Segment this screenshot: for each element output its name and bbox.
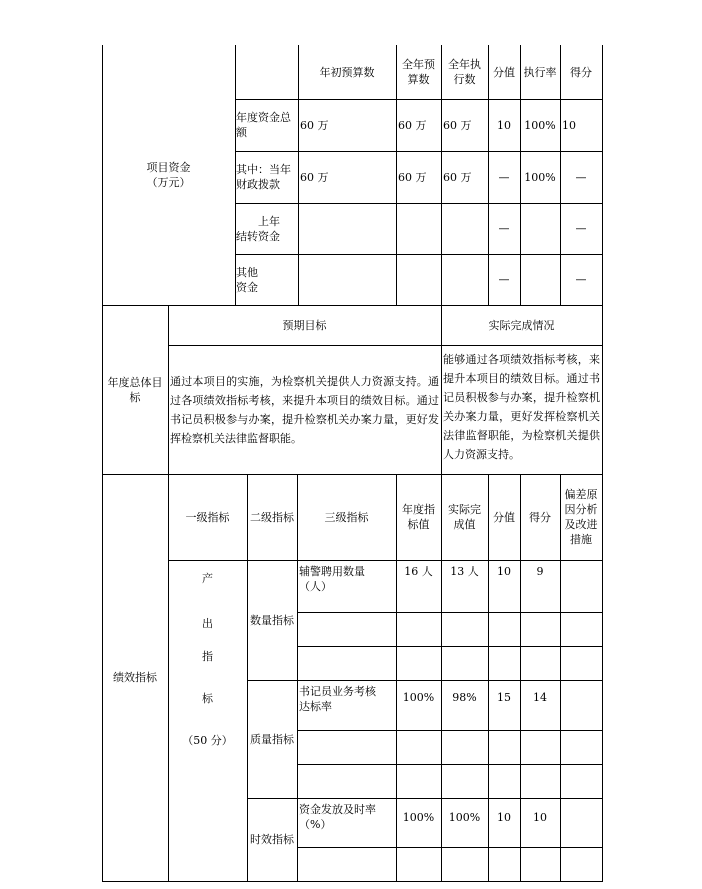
goals-expected-header: 预期目标 [282, 318, 327, 332]
funds-row-budget-year: 60 万 [398, 118, 427, 132]
funds-header-executed: 全年执 行数 [448, 58, 481, 86]
funds-section-label: 项目资金 （万元） [146, 161, 191, 189]
funds-row-label: 上年 结转资金 [236, 214, 280, 243]
level2-timeliness: 时效指标 [250, 833, 294, 846]
indicator-target: 100% [402, 811, 435, 824]
indicator-score-value: 10 [497, 565, 511, 578]
goals-actual-header: 实际完成情况 [488, 318, 555, 332]
funds-row-label: 年度资金总 额 [236, 111, 291, 139]
indicator-actual: 100% [448, 811, 481, 824]
level1-char: 产 [202, 571, 213, 585]
performance-section-label: 绩效指标 [113, 671, 157, 684]
level2-quality: 质量指标 [250, 732, 294, 746]
indicator-target: 16 人 [404, 565, 433, 578]
perf-header-actual: 实际完 成值 [448, 503, 481, 531]
funds-row-executed: 60 万 [443, 118, 472, 132]
funds-header-rate: 执行率 [523, 65, 557, 79]
funds-header-score-value: 分值 [493, 65, 515, 79]
funds-row-score: — [575, 222, 587, 235]
indicator-score: 9 [536, 565, 544, 578]
level1-char: 指 [202, 649, 213, 663]
level1-score: （50 分） [182, 733, 233, 747]
perf-header-reason: 偏差原 因分析 及改进 措施 [564, 488, 598, 546]
level2-quantity: 数量指标 [250, 613, 294, 627]
funds-row-budget-start: 60 万 [300, 170, 329, 184]
indicator-score-value: 15 [497, 691, 511, 704]
indicator-reason [560, 798, 602, 847]
funds-row-score: — [575, 170, 587, 184]
indicator-name: 书记员业务考核 达标率 [299, 685, 376, 713]
indicator-reason [560, 560, 602, 612]
funds-header-score: 得分 [570, 65, 592, 79]
funds-header-budget-start: 年初预算数 [319, 65, 375, 79]
funds-row-score: — [575, 273, 587, 286]
indicator-score-value: 10 [497, 811, 511, 824]
level1-char: 出 [202, 616, 213, 630]
funds-row-budget-year: 60 万 [398, 170, 427, 184]
funds-header-budget-year: 全年预 算数 [402, 58, 435, 86]
indicator-name: 辅警聘用数量 （人） [299, 565, 365, 593]
indicator-score: 10 [533, 811, 547, 824]
funds-row-score: 10 [562, 118, 576, 132]
indicator-actual: 13 人 [450, 565, 479, 578]
funds-row-executed: 60 万 [443, 170, 472, 184]
goals-expected-text: 通过本项目的实施，为检察机关提供人力资源支持。通过各项绩效指标考核，来提升本项目的绩效目标。通过书记员积极参与办案，提升检察机关办案力量，更好发挥检察机关法律监督职能。 [170, 375, 439, 445]
funds-row-score-value: — [498, 222, 510, 235]
funds-row-score-value: — [498, 273, 510, 286]
funds-row-rate: 100% [524, 118, 556, 132]
funds-row-label: 其他 资金 [236, 265, 258, 294]
perf-header-score: 得分 [529, 510, 551, 524]
funds-row-rate: 100% [524, 170, 556, 184]
goals-section-label: 年度总体目 标 [107, 375, 163, 404]
indicator-reason [560, 680, 602, 730]
perf-header-level1: 一级指标 [185, 510, 230, 524]
level1-char: 标 [202, 691, 213, 705]
perf-header-score-value: 分值 [493, 510, 515, 524]
funds-row-budget-start: 60 万 [300, 118, 329, 132]
indicator-actual: 98% [452, 691, 477, 704]
perf-header-target: 年度指 标值 [402, 503, 435, 531]
perf-header-level3: 三级指标 [324, 510, 369, 524]
funds-row-score-value: — [498, 170, 510, 184]
indicator-score: 14 [533, 691, 547, 704]
perf-header-level2: 二级指标 [250, 510, 294, 524]
goals-actual-text: 能够通过各项绩效指标考核，来提升本项目的绩效目标。通过书记员积极参与办案，提升检察机关办案力量，更好发挥检察机关法律监督职能，为检察机关提供人力资源支持。 [443, 353, 600, 461]
funds-row-score-value: 10 [497, 118, 511, 132]
funds-row-label: 其中：当年 财政拨款 [236, 163, 291, 191]
indicator-target: 100% [402, 691, 435, 704]
indicator-name: 资金发放及时率 （%） [299, 803, 376, 831]
